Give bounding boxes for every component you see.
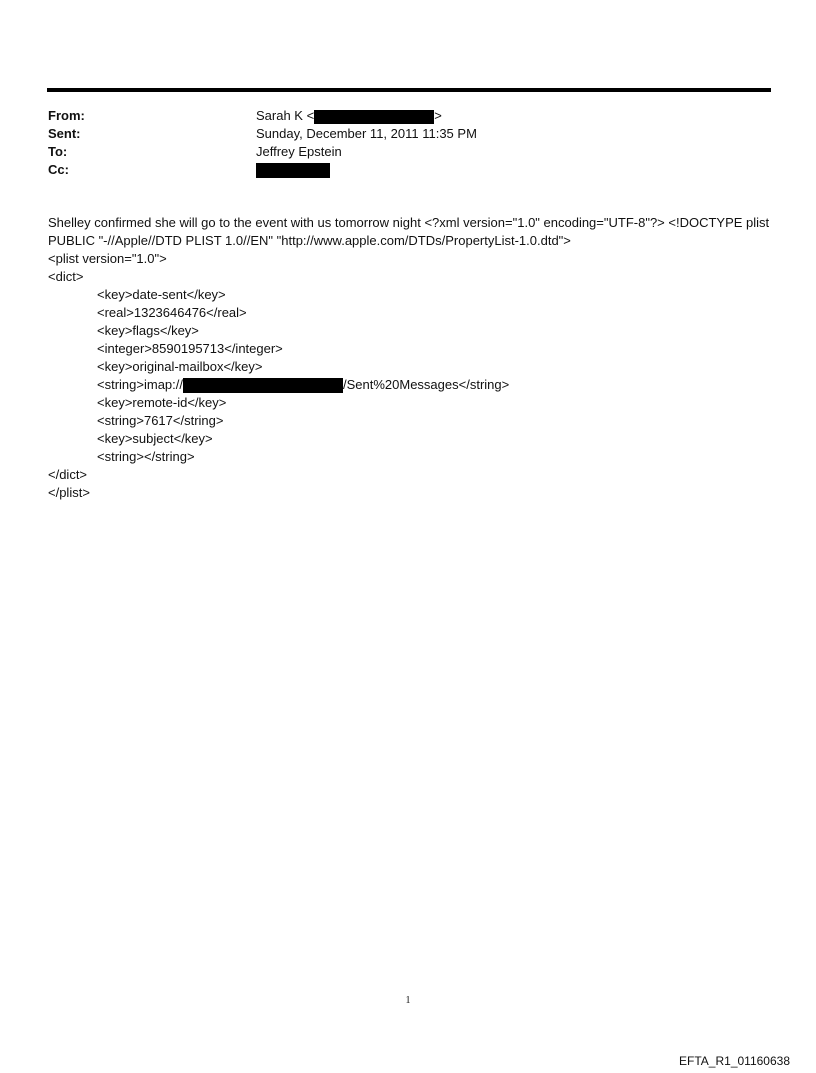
cc-label: Cc: (48, 162, 69, 177)
plist-line: <string></string> (97, 449, 195, 464)
plist-line: <key>remote-id</key> (97, 395, 227, 410)
header-rule (47, 88, 771, 92)
document-id: EFTA_R1_01160638 (679, 1054, 790, 1068)
sent-value: Sunday, December 11, 2011 11:35 PM (256, 126, 477, 141)
redaction-box (183, 378, 343, 393)
plist-line: <key>subject</key> (97, 431, 213, 446)
dict-open: <dict> (48, 269, 84, 284)
from-value (256, 108, 442, 124)
imap-suffix: /Sent%20Messages</string> (343, 377, 510, 392)
plist-line: <string>7617</string> (97, 413, 224, 428)
plist-line: <key>flags</key> (97, 323, 199, 338)
plist-line: <key>date-sent</key> (97, 287, 226, 302)
plist-open: <plist version="1.0"> (48, 251, 167, 266)
to-value: Jeffrey Epstein (256, 144, 342, 159)
imap-prefix: <string>imap:// (97, 377, 183, 392)
to-label: To: (48, 144, 68, 159)
email-body (48, 214, 778, 502)
sent-label: Sent: (48, 126, 81, 141)
plist-line: <real>1323646476</real> (97, 305, 247, 320)
redaction-box (256, 163, 330, 178)
body-paragraph: Shelley confirmed she will go to the event with us tomorrow night <?xml version="1.0" encoding="UTF-8"?> <!DOCTYPE plist PUBLIC "-//Apple//DTD PLIST 1.0//EN" "http://www.apple.com/DTDs/PropertyList-1.0.dtd"> (48, 215, 770, 248)
plist-close: </plist> (48, 485, 90, 500)
from-close: > (434, 108, 442, 123)
redaction-box (314, 110, 434, 124)
dict-close: </dict> (48, 467, 88, 482)
plist-line: <integer>8590195713</integer> (97, 341, 283, 356)
plist-imap-line (48, 376, 778, 394)
cc-value (256, 162, 330, 178)
plist-line: <key>original-mailbox</key> (97, 359, 263, 374)
from-label: From: (48, 108, 85, 123)
page-number: 1 (405, 995, 411, 1006)
from-name: Sarah K < (256, 108, 315, 123)
